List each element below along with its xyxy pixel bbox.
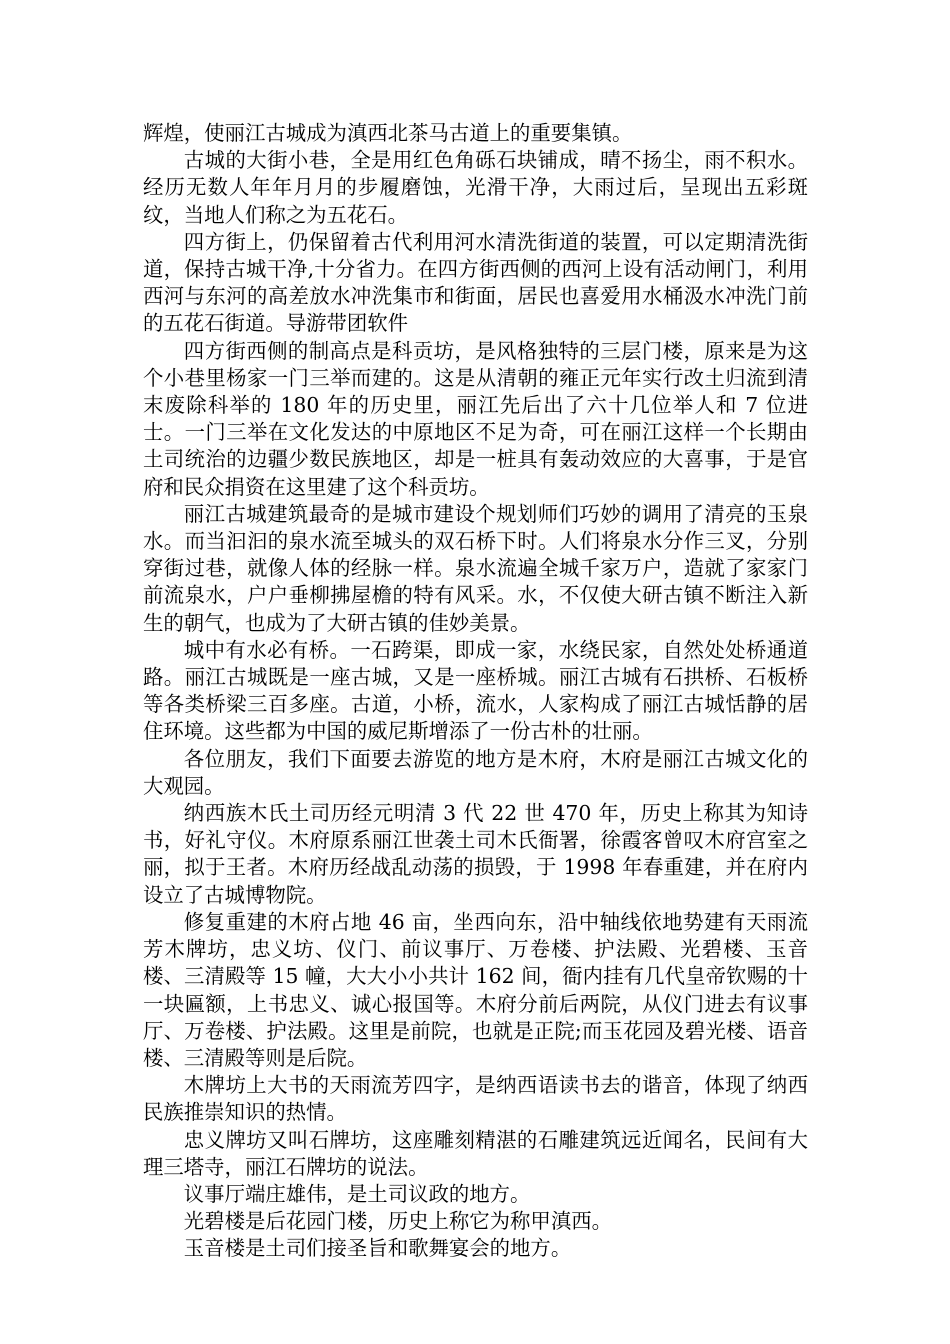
paragraph-stone-archway: 忠义牌坊又叫石牌坊，这座雕刻精湛的石雕建筑远近闻名，民间有大理三塔寺，丽江石牌坊的说法。	[143, 1127, 808, 1179]
paragraph-sifang-street: 四方街上，仍保留着古代利用河水清洗街道的装置，可以定期清洗街道，保持古城干净,十分省力。在四方街西侧的西河上设有活动闸门，利用西河与东河的高差放水冲洗集市和街面，居民也喜爱用水桶汲水冲洗门前的五花石街道。导游带团软件	[143, 229, 808, 336]
paragraph-streets: 古城的大街小巷，全是用红色角砾石块铺成，晴不扬尘，雨不积水。经历无数人年年月月的步履磨蚀，光滑干净，大雨过后，呈现出五彩斑纹，当地人们称之为五花石。	[143, 148, 808, 227]
paragraph-wooden-archway: 木牌坊上大书的天雨流芳四字，是纳西语读书去的谐音，体现了纳西民族推崇知识的热情。	[143, 1073, 808, 1125]
paragraph-continuation: 辉煌，使丽江古城成为滇西北茶马古道上的重要集镇。	[143, 121, 633, 145]
paragraph-council-hall: 议事厅端庄雄伟，是土司议政的地方。	[183, 1181, 531, 1206]
paragraph-mufu-intro: 各位朋友，我们下面要去游览的地方是木府，木府是丽江古城文化的大观园。	[143, 746, 808, 798]
paragraph-mufu-rebuild: 修复重建的木府占地 46 亩，坐西向东，沿中轴线依地势建有天雨流芳木牌坊，忠义坊、仪门、前议事厅、万卷楼、护法殿、光碧楼、玉音楼、三清殿等 15 幢，大大小小共计 162 间，衙内挂有几代皇帝钦赐的十一块匾额，上书忠义、诚心报国等。木府分前后两院，从仪门进去有议事厅、万卷楼、护法殿。这里是前院，也就是正院;而玉花园及碧光楼、语音楼、三清殿等则是后院。	[143, 909, 808, 1070]
paragraph-guangbi-tower: 光碧楼是后花园门楼，历史上称它为称甲滇西。	[183, 1209, 612, 1234]
paragraph-yuquan-water: 丽江古城建筑最奇的是城市建设个规划师们巧妙的调用了清亮的玉泉水。而当汩汩的泉水流至城头的双石桥下时。人们将泉水分作三叉，分别穿街过巷，就像人体的经脉一样。泉水流遍全城千家万户，造就了家家门前流泉水，户户垂柳拂屋檐的特有风采。水，不仅使大研古镇不断注入新生的朝气，也成为了大研古镇的佳妙美景。	[143, 501, 808, 635]
document-page	[143, 120, 808, 1263]
paragraph-mu-tusi: 纳西族木氏土司历经元明清 3 代 22 世 470 年，历史上称其为知诗书，好礼守仪。木府原系丽江世袭土司木氏衙署，徐霞客曾叹木府宫室之丽，拟于王者。木府历经战乱动荡的损毁，于 1998 年春重建，并在府内设立了古城博物院。	[143, 801, 808, 907]
paragraph-kegong-fang: 四方街西侧的制高点是科贡坊，是风格独特的三层门楼，原来是为这个小巷里杨家一门三举而建的。这是从清朝的雍正元年实行改土归流到清末废除科举的 180 年的历史里，丽江先后出了六十几位举人和 7 位进士。一门三举在文化发达的中原地区不足为奇，可在丽江这样一个长期由土司统治的边疆少数民族地区，却是一桩具有轰动效应的大喜事，于是官府和民众捐资在这里建了这个科贡坊。	[143, 338, 808, 499]
paragraph-bridges: 城中有水必有桥。一石跨渠，即成一家，水绕民家，自然处处桥通道路。丽江古城既是一座古城，又是一座桥城。丽江古城有石拱桥、石板桥等各类桥梁三百多座。古道，小桥，流水，人家构成了丽江古城恬静的居住环境。这些都为中国的威尼斯增添了一份古朴的壮丽。	[143, 637, 808, 744]
paragraph-yuyin-tower: 玉音楼是土司们接圣旨和歌舞宴会的地方。	[183, 1236, 572, 1261]
